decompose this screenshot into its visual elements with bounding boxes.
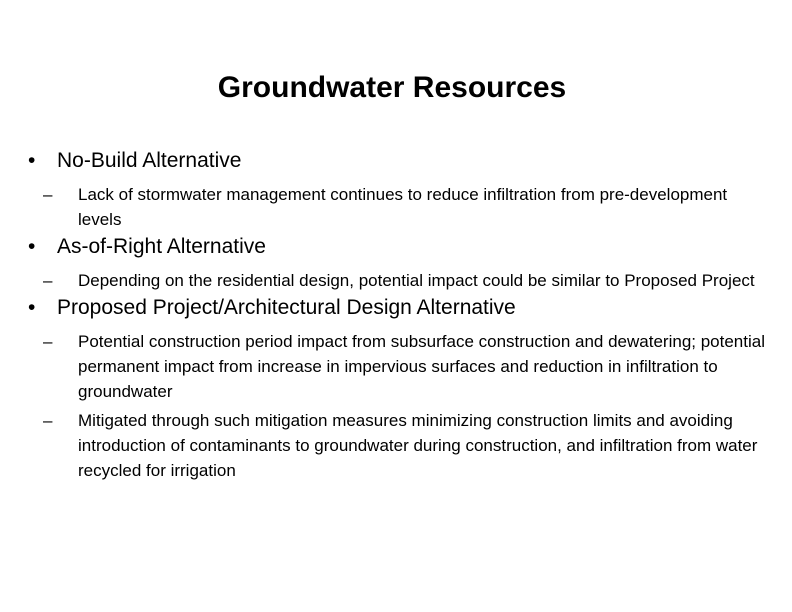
dash-icon: – — [43, 185, 53, 204]
sub-bullet-item — [43, 268, 768, 293]
bullet-item — [28, 146, 768, 232]
sub-bullet-list — [28, 329, 768, 483]
bullet-row — [28, 232, 768, 262]
bullet-icon: • — [28, 149, 36, 172]
bullet-row — [28, 146, 768, 176]
sub-bullet-text: Potential construction period impact from subsurface construction and dewatering; potential permanent impact from increase in impervious surfaces and reduction in infiltration to groundwater — [78, 332, 765, 401]
bullet-row — [28, 293, 768, 323]
slide-content — [28, 146, 768, 483]
dash-icon: – — [43, 332, 53, 351]
bullet-text: No-Build Alternative — [57, 149, 242, 172]
sub-bullet-list — [28, 182, 768, 232]
dash-icon: – — [43, 411, 53, 430]
bullet-icon: • — [28, 235, 36, 258]
sub-bullet-list — [28, 268, 768, 293]
sub-bullet-item — [43, 408, 768, 483]
bullet-icon: • — [28, 296, 36, 319]
bullet-text: As-of-Right Alternative — [57, 235, 266, 258]
bullet-item — [28, 232, 768, 293]
dash-icon: – — [43, 271, 53, 290]
sub-bullet-text: Lack of stormwater management continues to reduce infiltration from pre-development levels — [78, 185, 728, 229]
bullet-text: Proposed Project/Architectural Design Alternative — [57, 296, 516, 319]
slide-title: Groundwater Resources — [217, 71, 567, 104]
sub-bullet-text: Depending on the residential design, potential impact could be similar to Proposed Project — [78, 271, 755, 290]
bullet-item — [28, 293, 768, 483]
sub-bullet-text: Mitigated through such mitigation measures minimizing construction limits and avoiding introduction of contaminants to groundwater during construction, and infiltration from water recycled for irrigation — [78, 411, 758, 480]
sub-bullet-item — [43, 329, 768, 404]
sub-bullet-item — [43, 182, 768, 232]
